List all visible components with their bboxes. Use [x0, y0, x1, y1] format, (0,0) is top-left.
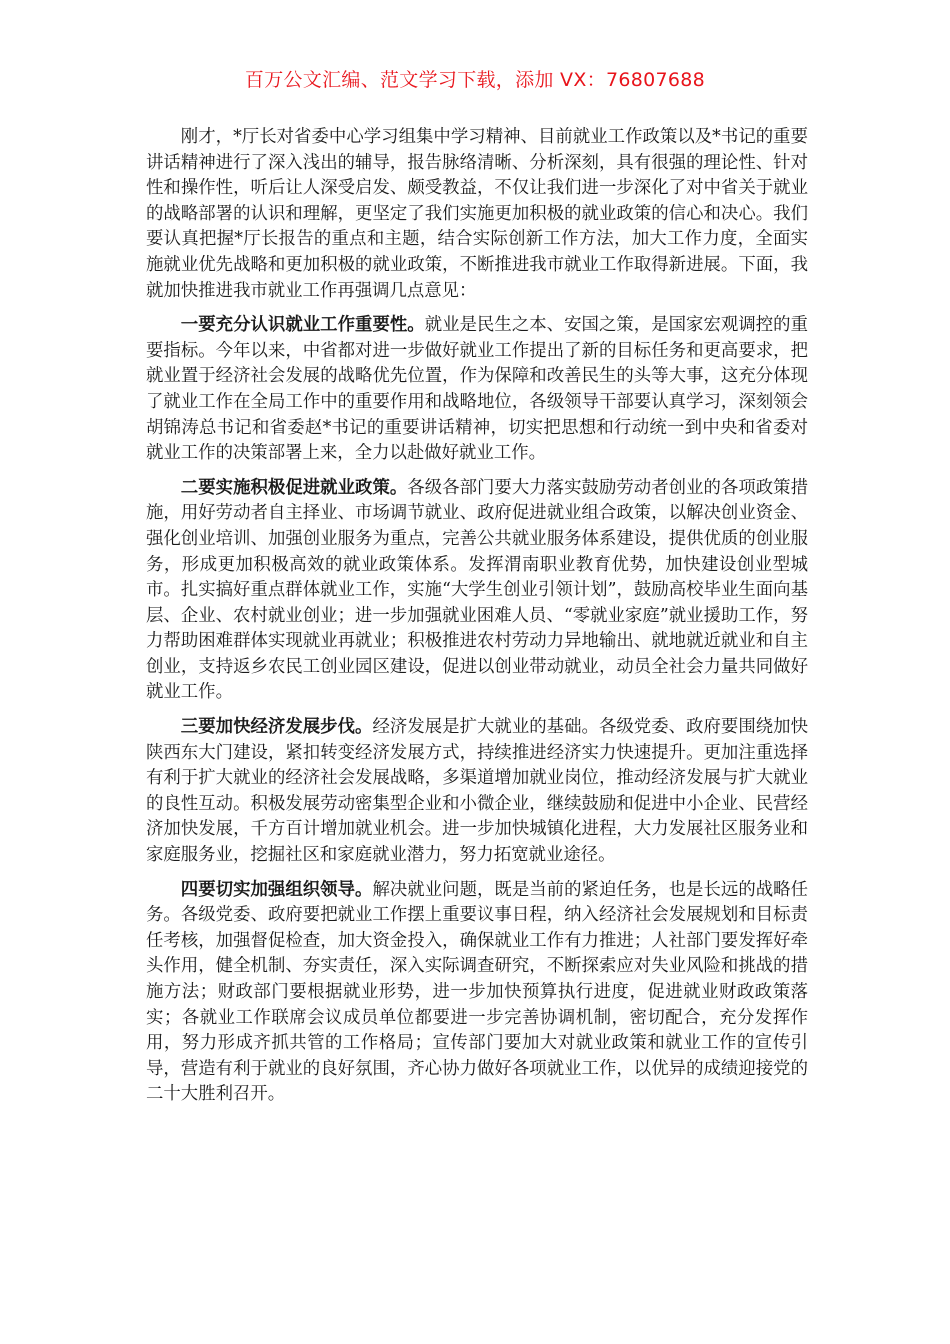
section-paragraph-3: [146, 715, 808, 869]
section-heading-4: 四要切实加强组织领导。: [180, 879, 373, 900]
download-banner: 百万公文汇编、范文学习下载，添加 VX：76807688: [244, 69, 706, 91]
section-paragraph-2: [146, 476, 808, 706]
intro-paragraph: 刚才，*厅长对省委中心学习组集中学习精神、目前就业工作政策以及*书记的重要讲话精神进行了深入浅出的辅导，报告脉络清晰、分析深刻，具有很强的理论性、针对性和操作性，听后让人深受启发、颇受教益，不仅让我们进一步深化了对中省关于就业的战略部署的认识和理解，更坚定了我们实施更加积极的就业政策的信心和决心。我们要认真把握*厅长报告的重点和主题，结合实际创新工作方法，加大工作力度，全面实施就业优先战略和更加积极的就业政策，不断推进我市就业工作取得新进展。下面，我就加快推进我市就业工作再强调几点意见：: [146, 127, 808, 301]
document-body: [146, 125, 808, 1108]
section-body-4: 解决就业问题，既是当前的紧迫任务，也是长远的战略任务。各级党委、政府要把就业工作摆上重要议事日程，纳入经济社会发展规划和目标责任考核，加强督促检查，加大资金投入，确保就业工作有力推进；人社部门要发挥好牵头作用，健全机制、夯实责任，深入实际调查研究，不断探索应对失业风险和挑战的措施方法；财政部门要根据就业形势，进一步加快预算执行进度，促进就业财政政策落实；各就业工作联席会议成员单位都要进一步完善协调机制，密切配合，充分发挥作用，努力形成齐抓共管的工作格局；宣传部门要加大对就业政策和就业工作的宣传引导，营造有利于就业的良好氛围，齐心协力做好各项就业工作，以优异的成绩迎接党的二十大胜利召开。: [146, 879, 808, 1105]
section-heading-2: 二要实施积极促进就业政策。: [180, 477, 408, 498]
section-paragraph-1: [146, 313, 808, 467]
section-body-3: 经济发展是扩大就业的基础。各级党委、政府要围绕加快陕西东大门建设，紧扣转变经济发展方式，持续推进经济实力快速提升。更加注重选择有利于扩大就业的经济社会发展战略，多渠道增加就业岗位，推动经济发展与扩大就业的良性互动。积极发展劳动密集型企业和小微企业，继续鼓励和促进中小企业、民营经济加快发展，千方百计增加就业机会。进一步加快城镇化进程，大力发展社区服务业和家庭服务业，挖掘社区和家庭就业潜力，努力拓宽就业途径。: [146, 717, 808, 866]
section-heading-1: 一要充分认识就业工作重要性。: [180, 315, 425, 336]
section-paragraph-4: [146, 878, 808, 1108]
section-body-1: 就业是民生之本、安国之策，是国家宏观调控的重要指标。今年以来，中省都对进一步做好就业工作提出了新的目标任务和更高要求，把就业置于经济社会发展的战略优先位置，作为保障和改善民生的头等大事，这充分体现了就业工作在全局工作中的重要作用和战略地位，各级领导干部要认真学习，深刻领会胡锦涛总书记和省委赵*书记的重要讲话精神，切实把思想和行动统一到中央和省委对就业工作的决策部署上来，全力以赴做好就业工作。: [146, 315, 808, 464]
section-body-2: 各级各部门要大力落实鼓励劳动者创业的各项政策措施，用好劳动者自主择业、市场调节就业、政府促进就业组合政策，以解决创业资金、强化创业培训、加强创业服务为重点，完善公共就业服务体系建设，提供优质的创业服务，形成更加积极高效的就业政策体系。发挥渭南职业教育优势，加快建设创业型城市。扎实搞好重点群体就业工作，实施“大学生创业引领计划”，鼓励高校毕业生面向基层、企业、农村就业创业；进一步加强就业困难人员、“零就业家庭”就业援助工作，努力帮助困难群体实现就业再就业；积极推进农村劳动力异地输出、就地就近就业和自主创业，支持返乡农民工创业园区建设，促进以创业带动就业，动员全社会力量共同做好就业工作。: [146, 477, 808, 703]
section-heading-3: 三要加快经济发展步伐。: [180, 717, 373, 738]
